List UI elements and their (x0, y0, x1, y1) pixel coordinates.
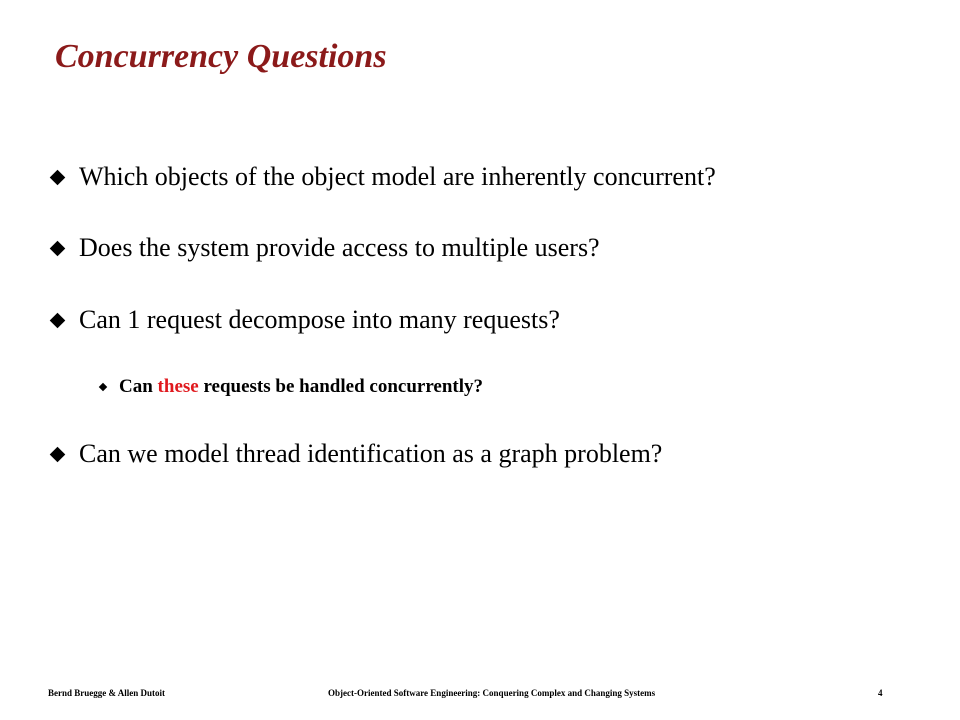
footer-page-number: 4 (878, 688, 883, 698)
diamond-bullet-icon (50, 169, 66, 185)
bullet-text: Can we model thread identification as a graph problem? (79, 439, 663, 468)
diamond-bullet-icon (50, 312, 66, 328)
small-diamond-bullet-icon (99, 383, 107, 391)
bullet-text: Which objects of the object model are inherently concurrent? (79, 162, 716, 191)
bullet-item-4 (50, 439, 662, 469)
bullet-text: Does the system provide access to multiple users? (79, 233, 600, 262)
highlighted-word: these (157, 376, 199, 397)
sub-bullet-text-before: Can (119, 376, 158, 397)
bullet-item-2 (50, 233, 600, 263)
diamond-bullet-icon (50, 240, 66, 256)
sub-bullet-text-after: requests be handled concurrently? (198, 376, 484, 397)
diamond-bullet-icon (50, 446, 66, 462)
footer-book-title: Object-Oriented Software Engineering: Conquering Complex and Changing Systems (328, 688, 656, 698)
sub-bullet-text (119, 376, 483, 398)
sub-bullet-item (98, 376, 483, 398)
bullet-item-3 (50, 305, 560, 335)
slide-title: Concurrency Questions (55, 38, 387, 75)
bullet-item-1 (50, 162, 716, 192)
bullet-text: Can 1 request decompose into many requests? (79, 305, 560, 334)
footer-authors: Bernd Bruegge & Allen Dutoit (48, 688, 165, 698)
